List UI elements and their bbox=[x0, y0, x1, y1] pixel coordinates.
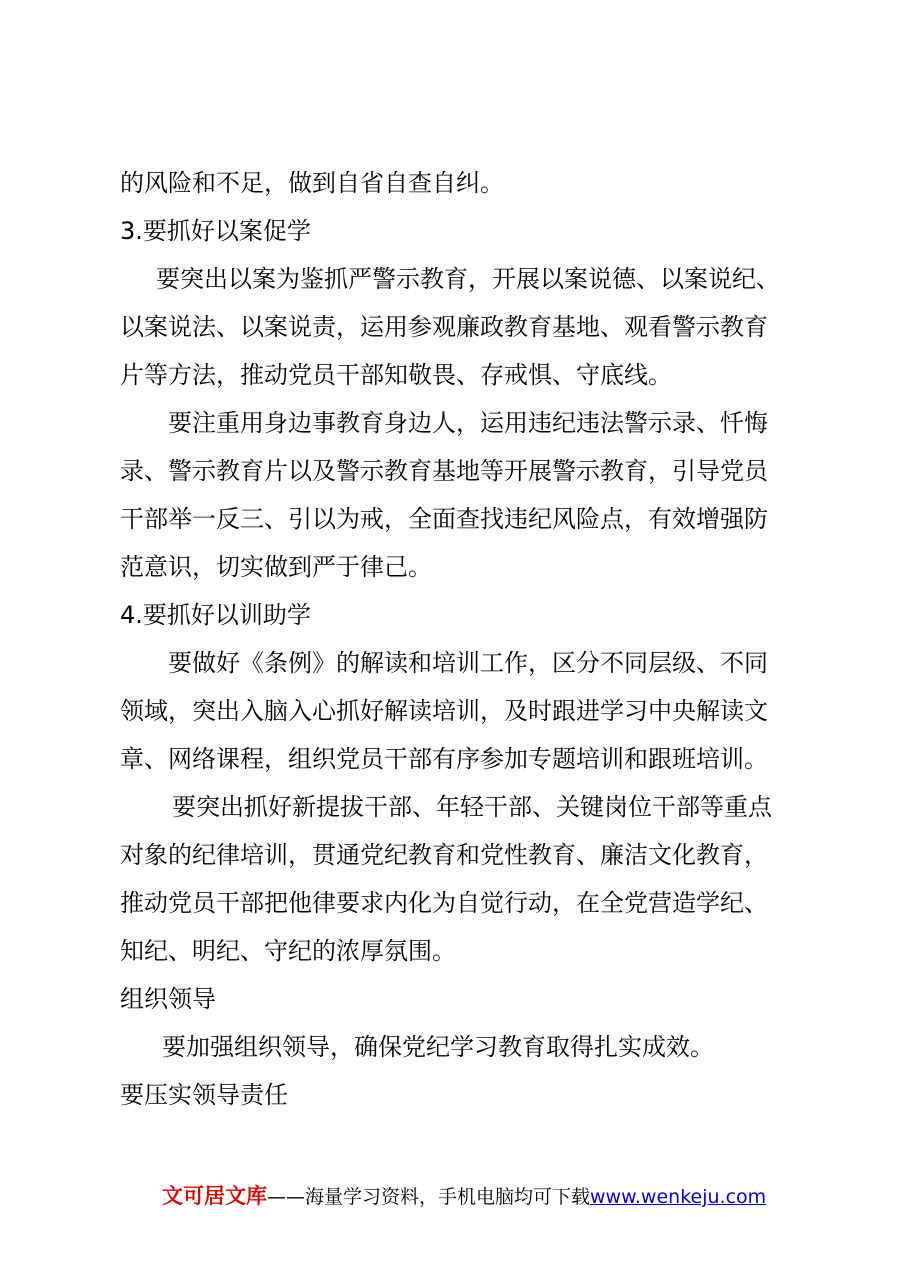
body-text-line: 录、警示教育片以及警示教育基地等开展警示教育，引导党员 bbox=[120, 457, 768, 485]
section-heading: 要压实领导责任 bbox=[120, 1081, 288, 1109]
body-text-line: 要突出抓好新提拔干部、年轻干部、关键岗位干部等重点 bbox=[172, 793, 772, 821]
body-text-line: 章、网络课程，组织党员干部有序参加专题培训和跟班培训。 bbox=[120, 745, 768, 773]
body-text-line: 领域，突出入脑入心抓好解读培训，及时跟进学习中央解读文 bbox=[120, 697, 768, 725]
body-text-line: 要做好《条例》的解读和培训工作，区分不同层级、不同 bbox=[168, 649, 768, 677]
body-text-line: 范意识，切实做到严于律己。 bbox=[120, 553, 432, 581]
body-text-line: 以案说法、以案说责，运用参观廉政教育基地、观看警示教育 bbox=[120, 313, 768, 341]
body-text-line: 对象的纪律培训，贯通党纪教育和党性教育、廉洁文化教育， bbox=[120, 841, 768, 869]
body-text-line: 片等方法，推动党员干部知敬畏、存戒惧、守底线。 bbox=[120, 361, 672, 389]
brand-name: 文可居文库 bbox=[162, 1184, 267, 1208]
body-text-line: 的风险和不足，做到自省自查自纠。 bbox=[120, 169, 504, 197]
body-text-line: 推动党员干部把他律要求内化为自觉行动，在全党营造学纪、 bbox=[120, 889, 768, 917]
website-link[interactable]: www.wenkeju.com bbox=[590, 1186, 767, 1208]
footer-separator: —— bbox=[267, 1186, 305, 1208]
footer bbox=[162, 1182, 766, 1211]
section-heading: 组织领导 bbox=[120, 985, 216, 1013]
body-text-line: 干部举一反三、引以为戒，全面查找违纪风险点，有效增强防 bbox=[120, 505, 768, 533]
body-text-line: 要加强组织领导，确保党纪学习教育取得扎实成效。 bbox=[162, 1033, 714, 1061]
section-heading: 3.要抓好以案促学 bbox=[120, 217, 311, 245]
body-text-line: 要突出以案为鉴抓严警示教育，开展以案说德、以案说纪、 bbox=[156, 265, 780, 293]
body-text-line: 要注重用身边事教育身边人，运用违纪违法警示录、忏悔 bbox=[168, 409, 768, 437]
section-heading: 4.要抓好以训助学 bbox=[120, 601, 311, 629]
footer-description: 海量学习资料，手机电脑均可下载 bbox=[305, 1186, 591, 1208]
body-text-line: 知纪、明纪、守纪的浓厚氛围。 bbox=[120, 937, 456, 965]
